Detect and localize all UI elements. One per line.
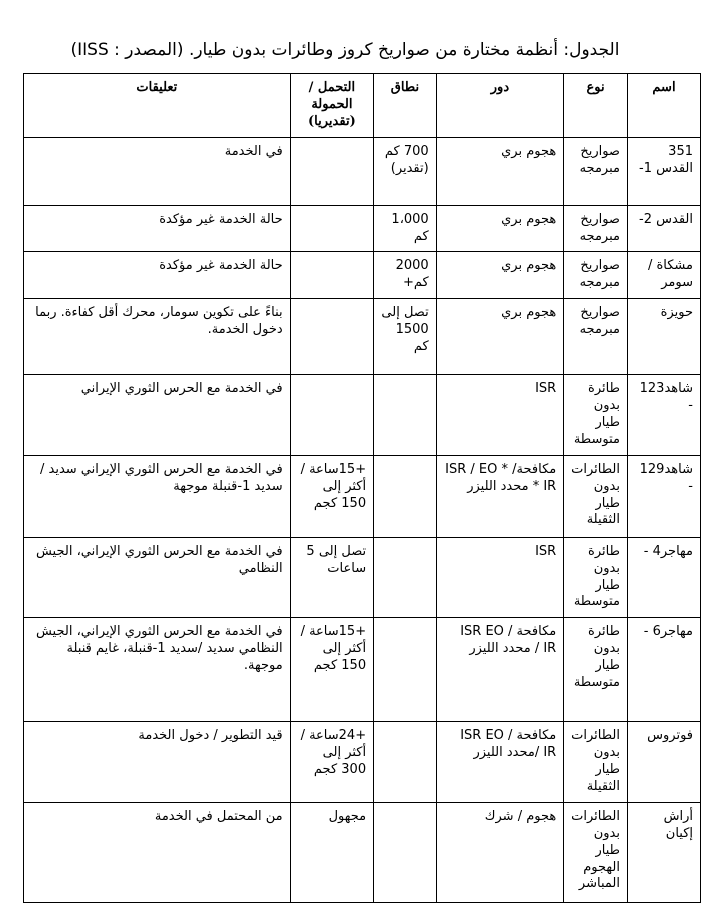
cell-type: صواريخ مبرمجه bbox=[564, 205, 628, 252]
cell-notes: حالة الخدمة غير مؤكدة bbox=[24, 205, 291, 252]
cell-type: طائرة بدون طيار متوسطة bbox=[564, 375, 628, 456]
table-body bbox=[24, 137, 701, 902]
cell-role: مكافحة ISR EO / IR / محدد الليزر bbox=[436, 618, 564, 722]
header-range: نطاق bbox=[374, 74, 437, 138]
cell-endurance bbox=[290, 205, 373, 252]
cell-role: مكافحةISR / EO * / IR * محدد الليزر bbox=[436, 455, 564, 537]
header-type: نوع bbox=[564, 74, 628, 138]
cell-type: صواريخ مبرمجه bbox=[564, 137, 628, 205]
cell-type: طائرة بدون طيار متوسطة bbox=[564, 537, 628, 618]
cell-role: هجوم بري bbox=[436, 299, 564, 375]
cell-name: أراش إكيان bbox=[627, 802, 700, 902]
cell-role: هجوم بري bbox=[436, 137, 564, 205]
cell-endurance bbox=[290, 137, 373, 205]
table-row bbox=[24, 537, 701, 618]
cell-endurance: +24ساعة / أكثر إلى 300 كجم bbox=[290, 722, 373, 803]
cell-endurance: +15ساعة / أكثر إلى 150 كجم bbox=[290, 618, 373, 722]
cell-role: ISR bbox=[436, 375, 564, 456]
cell-range bbox=[374, 375, 437, 456]
cell-type: الطائرات بدون طيار الثقيلة bbox=[564, 722, 628, 803]
systems-table bbox=[23, 73, 701, 903]
cell-endurance: مجهول bbox=[290, 802, 373, 902]
cell-notes: حالة الخدمة غير مؤكدة bbox=[24, 252, 291, 299]
cell-name: 351 القدس 1- bbox=[627, 137, 700, 205]
table-row bbox=[24, 252, 701, 299]
header-name: اسم bbox=[627, 74, 700, 138]
cell-endurance bbox=[290, 252, 373, 299]
cell-type: طائرة بدون طيار متوسطة bbox=[564, 618, 628, 722]
cell-range: 2000 كم+ bbox=[374, 252, 437, 299]
cell-range bbox=[374, 618, 437, 722]
table-caption: الجدول: أنظمة مختارة من صواريخ كروز وطائرات بدون طيار. (المصدر : IISS) bbox=[70, 40, 620, 60]
cell-range bbox=[374, 722, 437, 803]
cell-role: ISR bbox=[436, 537, 564, 618]
cell-name: شاهد129 - bbox=[627, 455, 700, 537]
cell-name: حويزة bbox=[627, 299, 700, 375]
cell-name: شاهد123 - bbox=[627, 375, 700, 456]
cell-role: هجوم / شرك bbox=[436, 802, 564, 902]
cell-range bbox=[374, 537, 437, 618]
cell-range bbox=[374, 455, 437, 537]
cell-range bbox=[374, 802, 437, 902]
table-row bbox=[24, 455, 701, 537]
header-row bbox=[24, 74, 701, 138]
cell-notes: في الخدمة مع الحرس الثوري الإيراني، الجيش النظامي سديد /سديد 1-قنبلة، غايم قنبلة موجهة. bbox=[24, 618, 291, 722]
table-row bbox=[24, 618, 701, 722]
header-role: دور bbox=[436, 74, 564, 138]
cell-notes: في الخدمة مع الحرس الثوري الإيراني bbox=[24, 375, 291, 456]
cell-name: فوتروس bbox=[627, 722, 700, 803]
cell-role: هجوم بري bbox=[436, 252, 564, 299]
cell-endurance bbox=[290, 375, 373, 456]
cell-endurance: تصل إلى 5 ساعات bbox=[290, 537, 373, 618]
cell-notes: في الخدمة مع الحرس الثوري الإيراني سديد /سديد 1-قنبلة موجهة bbox=[24, 455, 291, 537]
table-row bbox=[24, 802, 701, 902]
cell-name: القدس 2- bbox=[627, 205, 700, 252]
cell-type: الطائرات بدون طيار الثقيلة bbox=[564, 455, 628, 537]
cell-role: مكافحة ISR EO / IR /محدد الليزر bbox=[436, 722, 564, 803]
cell-range: 1،000 كم bbox=[374, 205, 437, 252]
cell-notes: من المحتمل في الخدمة bbox=[24, 802, 291, 902]
cell-role: هجوم بري bbox=[436, 205, 564, 252]
cell-notes: في الخدمة bbox=[24, 137, 291, 205]
table-row bbox=[24, 375, 701, 456]
cell-type: صواريخ مبرمجه bbox=[564, 252, 628, 299]
header-notes: تعليقات bbox=[24, 74, 291, 138]
cell-notes: قيد التطوير / دخول الخدمة bbox=[24, 722, 291, 803]
table-row bbox=[24, 137, 701, 205]
cell-name: مهاجر4 - bbox=[627, 537, 700, 618]
table-row bbox=[24, 722, 701, 803]
table-row bbox=[24, 205, 701, 252]
cell-name: مهاجر6 - bbox=[627, 618, 700, 722]
cell-type: الطائرات بدون طيار الهجوم المباشر bbox=[564, 802, 628, 902]
table-row bbox=[24, 299, 701, 375]
cell-notes: بناءً على تكوين سومار، محرك أقل كفاءة. ربما دخول الخدمة. bbox=[24, 299, 291, 375]
cell-range: 700 كم (تقدير) bbox=[374, 137, 437, 205]
cell-name: مشكاة / سومر bbox=[627, 252, 700, 299]
cell-notes: في الخدمة مع الحرس الثوري الإيراني، الجيش النظامي bbox=[24, 537, 291, 618]
cell-range: تصل إلى 1500 كم bbox=[374, 299, 437, 375]
cell-type: صواريخ مبرمجه bbox=[564, 299, 628, 375]
header-endurance: التحمل / الحمولة (تقديريا) bbox=[290, 74, 373, 138]
cell-endurance bbox=[290, 299, 373, 375]
cell-endurance: +15ساعة / أكثر إلى 150 كجم bbox=[290, 455, 373, 537]
